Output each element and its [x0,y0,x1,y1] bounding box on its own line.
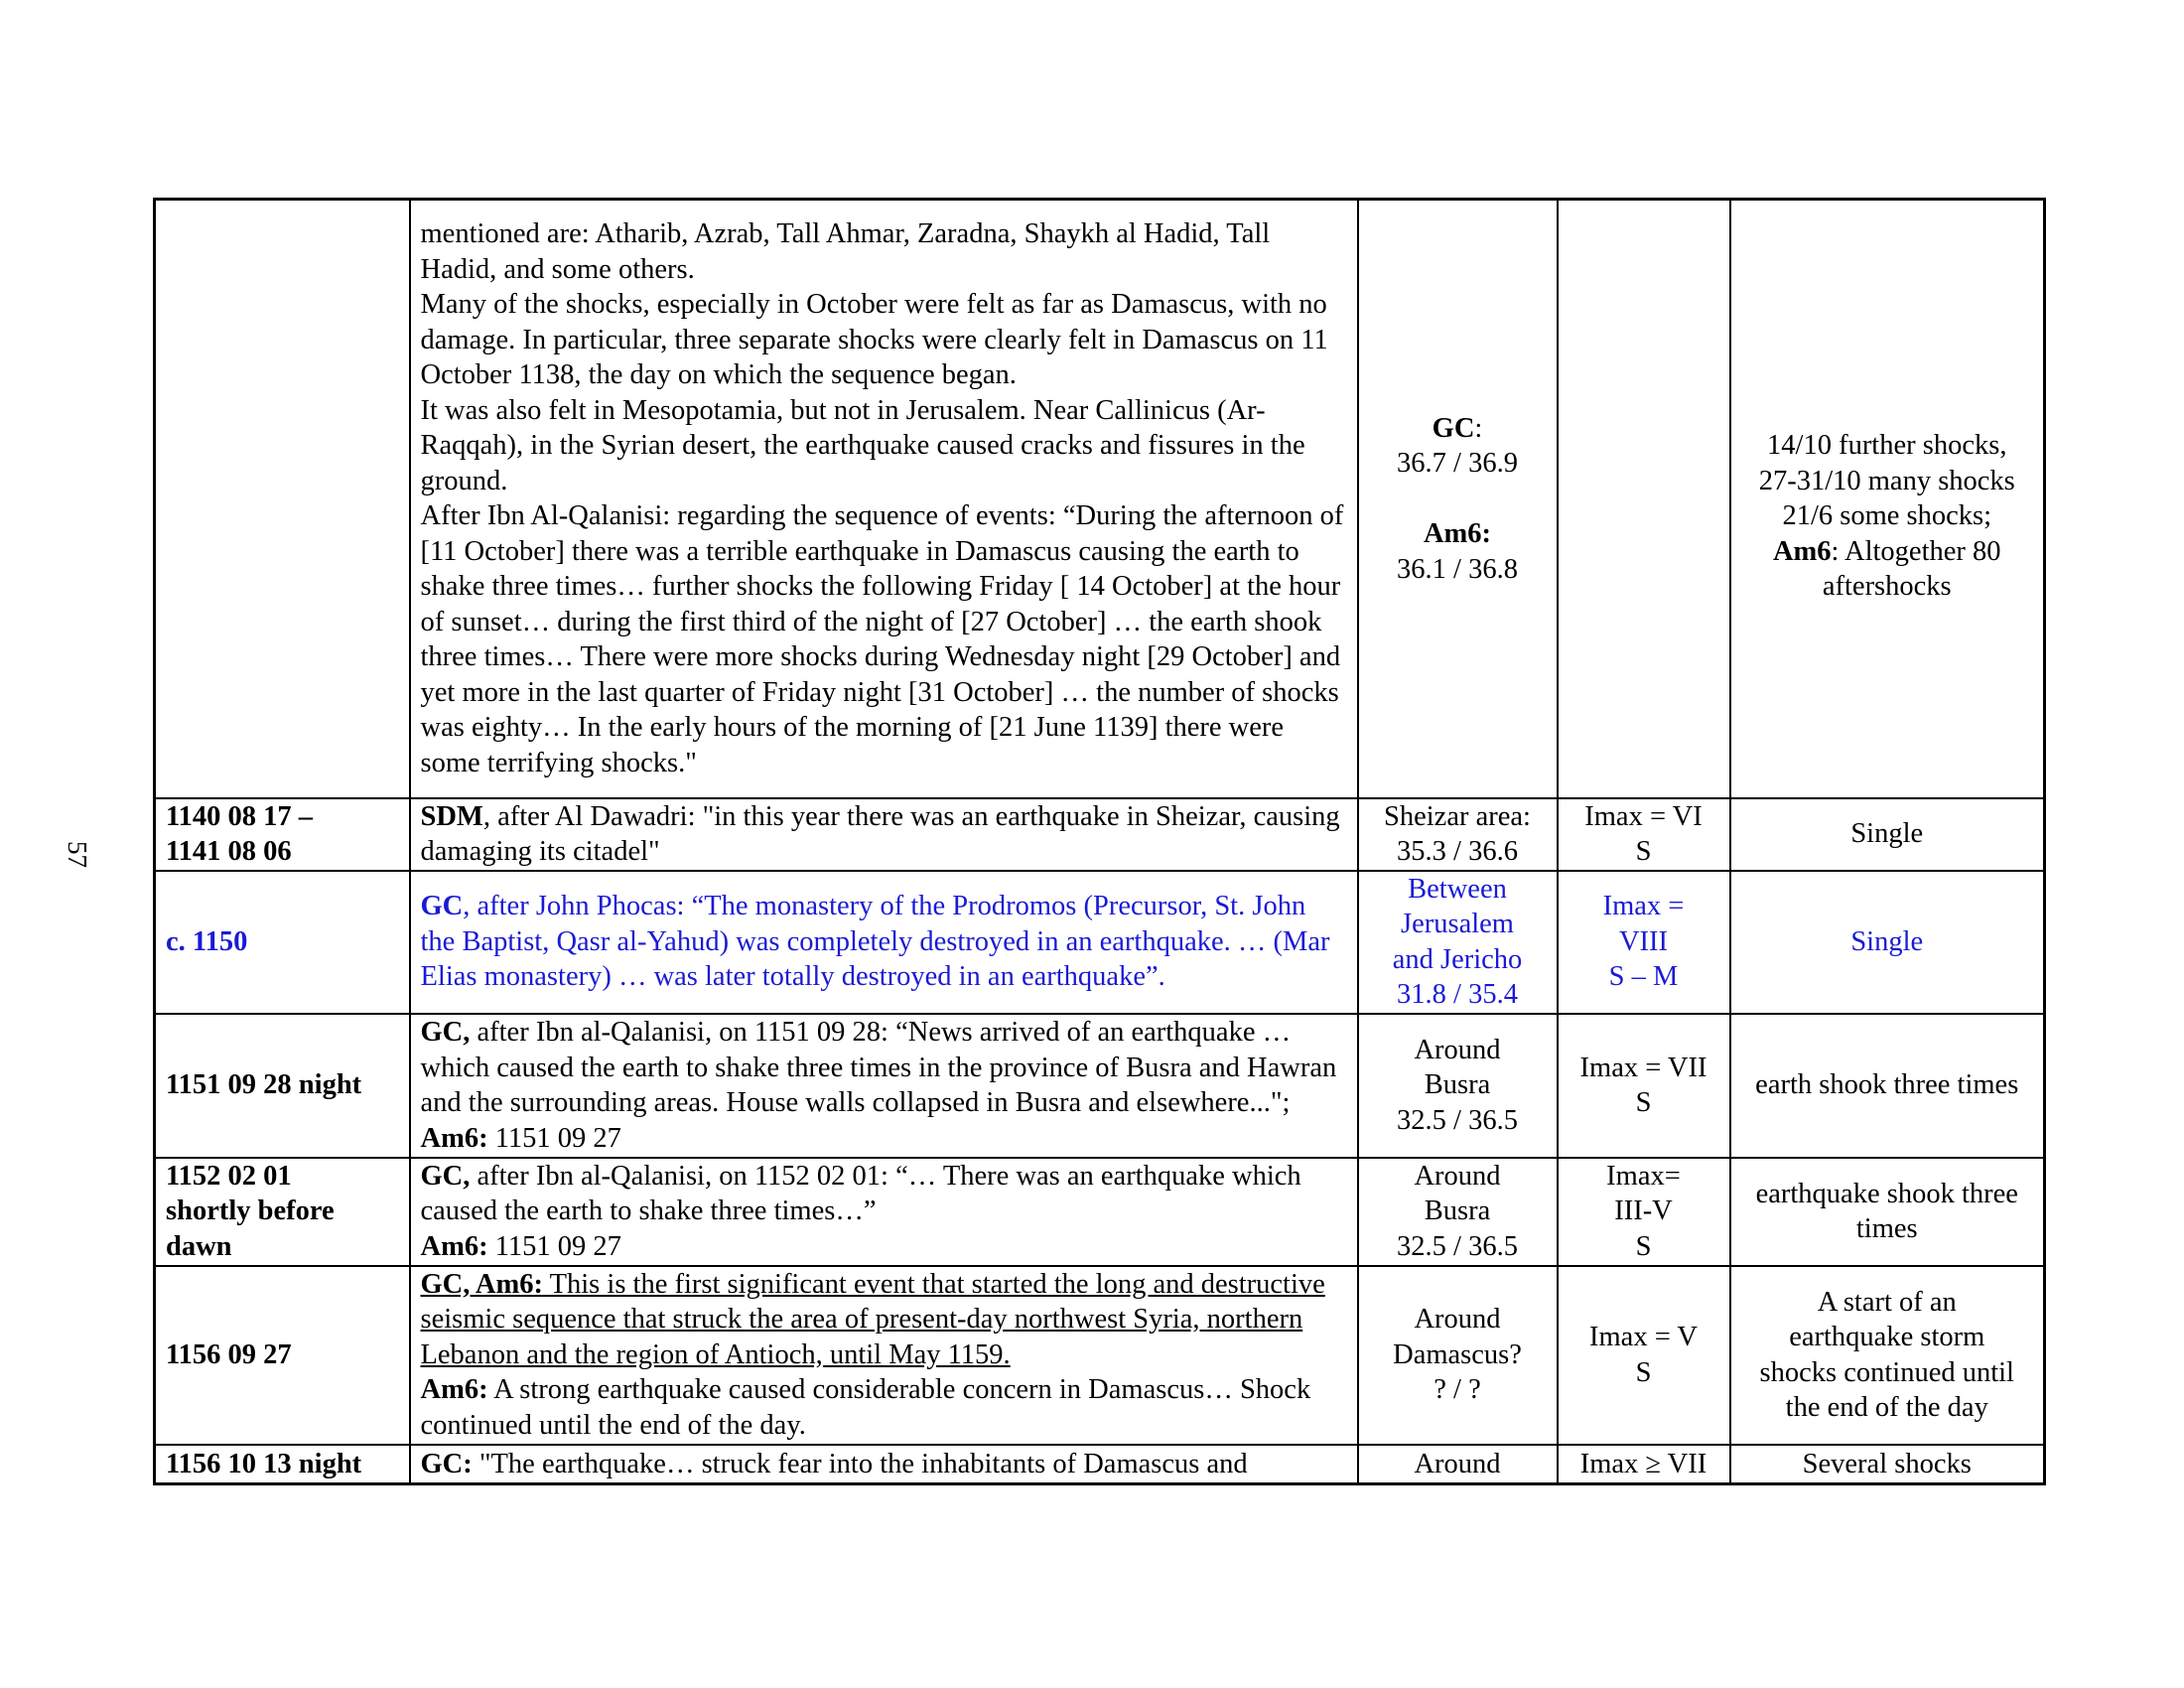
description-cell [410,871,1358,1014]
location-cell: Around [1358,1445,1558,1484]
description-cell [410,1158,1358,1266]
notes-text: 27-31/10 many shocks [1758,465,2015,496]
intensity-cell: Imax = VIII S – M [1558,871,1730,1014]
source-label: Am6: [420,1230,488,1262]
source-label: Am6: [1423,518,1492,549]
table-row [155,200,2045,798]
table-row [155,871,2045,1014]
source-label: Am6: [420,1374,488,1406]
description-text: after Ibn al-Qalanisi, on 1152 02 01: “… There was an earthquake which caused the earth to shake three times…” [420,1160,1301,1227]
description-text: mentioned are: Atharib, Azrab, Tall Ahmar, Zaradna, Shaykh al Hadid, Tall Hadid, and some others. [420,218,1271,285]
date-cell: c. 1150 [155,871,410,1014]
intensity-cell: Imax = VI S [1558,798,1730,871]
intensity-cell [1558,200,1730,798]
date-cell: 1140 08 17 – 1141 08 06 [155,798,410,871]
notes-cell [1730,200,2045,798]
source-label: SDM [420,800,483,832]
notes-text: : Altogether 80 aftershocks [1822,535,2001,603]
description-text: A strong earthquake caused considerable concern in Damascus… Shock continued until the end of the day. [420,1374,1311,1441]
earthquake-catalogue-table [153,198,2046,1485]
source-label: GC, [420,1160,471,1192]
description-text: After Ibn Al-Qalanisi: regarding the sequence of events: “During the afternoon of [11 October] there was a terrible earthquake in Damascus causing the earth to shake three times… further shocks the following Friday [ 14 October] at the hour of sunset… during the first third of the night of [27 October] … the earth shook three times… There were more shocks during Wednesday night [29 October] and yet more in the last quarter of Friday night [31 October] … the number of shocks was eighty… In the early hours of the morning of [21 June 1139] there were some terrifying shocks." [420,500,1344,778]
table-row [155,1445,2045,1484]
notes-cell: Several shocks [1730,1445,2045,1484]
source-label: GC: [420,1448,479,1479]
description-cell [410,1266,1358,1445]
notes-text: 14/10 further shocks, [1767,430,2007,462]
source-label: GC, Am6: [420,1268,543,1300]
table-row [155,1266,2045,1445]
date-cell [155,200,410,798]
source-label: GC [1432,412,1475,444]
source-label: Am6 [1772,535,1832,567]
description-text: Many of the shocks, especially in October were felt as far as Damascus, with no damage. In particular, three separate shocks were clearly felt in Damascus on 11 October 1138, the day on which the sequence began. [420,289,1328,391]
source-label: Am6: [420,1122,488,1154]
description-text: This is the first significant event that started the long and destructive seismic sequence that struck the area of present-day northwest Syria, northern Lebanon and the region of Antioch, until May 1159. [420,1268,1325,1370]
source-label: GC, [420,1017,471,1048]
notes-cell: earthquake shook three times [1730,1158,2045,1266]
location-cell: Sheizar area: 35.3 / 36.6 [1358,798,1558,871]
location-cell: Around Busra 32.5 / 36.5 [1358,1014,1558,1158]
intensity-cell: Imax= III-V S [1558,1158,1730,1266]
description-text: , after John Phocas: “The monastery of the Prodromos (Precursor, St. John the Baptist, Qasr al-Yahud) was completely destroyed in an earthquake. … (Mar Elias monastery) … was later totally destroyed in an earthquake”. [420,891,1330,993]
description-cell [410,1445,1358,1484]
intensity-cell: Imax ≥ VII [1558,1445,1730,1484]
intensity-cell: Imax = VII S [1558,1014,1730,1158]
description-cell [410,798,1358,871]
notes-cell: earth shook three times [1730,1014,2045,1158]
notes-cell: A start of an earthquake storm shocks continued until the end of the day [1730,1266,2045,1445]
date-cell: 1152 02 01 shortly before dawn [155,1158,410,1266]
location-cell: Around Damascus? ? / ? [1358,1266,1558,1445]
description-text: 1151 09 27 [487,1122,621,1154]
description-text: 1151 09 27 [487,1230,621,1262]
location-cell: Around Busra 32.5 / 36.5 [1358,1158,1558,1266]
date-cell: 1151 09 28 night [155,1014,410,1158]
intensity-cell: Imax = V S [1558,1266,1730,1445]
description-text: , after Al Dawadri: "in this year there was an earthquake in Sheizar, causing damaging its citadel" [420,800,1340,867]
table-row [155,798,2045,871]
notes-cell: Single [1730,798,2045,871]
table-row [155,1014,2045,1158]
date-cell: 1156 10 13 night [155,1445,410,1484]
description-text: after Ibn al-Qalanisi, on 1151 09 28: “News arrived of an earthquake … which caused the earth to shake three times in the province of Busra and Hawran and the surrounding areas. House walls collapsed in Busra and elsewhere..."; [420,1017,1337,1118]
notes-cell: Single [1730,871,2045,1014]
description-cell [410,200,1358,798]
location-cell: GC: 36.7 / 36.9 Am6: 36.1 / 36.8 [1358,200,1558,798]
notes-text: 21/6 some shocks; [1782,500,1992,532]
description-text: "The earthquake… struck fear into the inhabitants of Damascus and [478,1448,1248,1479]
location-cell: Between Jerusalem and Jericho 31.8 / 35.4 [1358,871,1558,1014]
coordinates: 36.7 / 36.9 [1397,448,1518,479]
source-label: GC [420,891,464,922]
page-number: 57 [63,841,92,868]
coordinates: 36.1 / 36.8 [1397,553,1518,585]
table-row [155,1158,2045,1266]
description-cell [410,1014,1358,1158]
date-cell: 1156 09 27 [155,1266,410,1445]
description-text: It was also felt in Mesopotamia, but not in Jerusalem. Near Callinicus (Ar-Raqqah), in the Syrian desert, the earthquake caused cracks and fissures in the ground. [420,394,1305,496]
